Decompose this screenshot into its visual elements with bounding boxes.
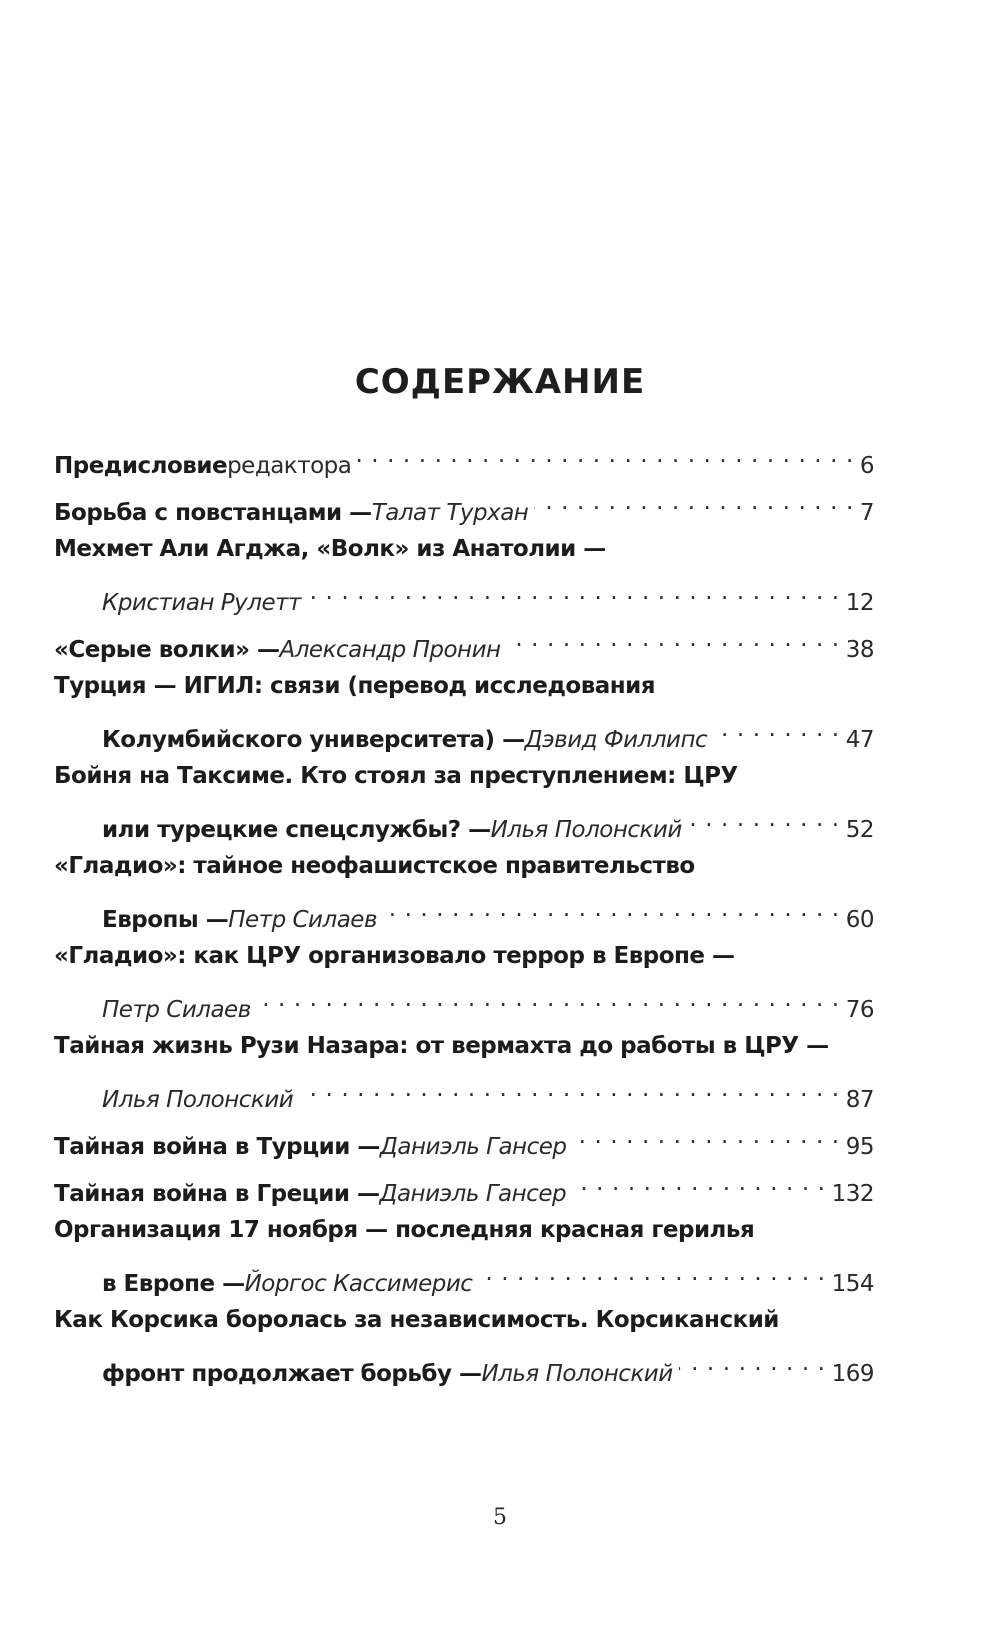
entry-page-number: 95 (845, 1134, 874, 1160)
toc-line (102, 981, 874, 1023)
entry-title: Борьба с повстанцами — (54, 500, 372, 526)
entry-title: Тайная жизнь Рузи Назара: от вермахта до работы в ЦРУ — (54, 1033, 829, 1059)
toc-line (102, 1255, 874, 1297)
dot-leader (299, 1071, 840, 1107)
entry-page-number: 52 (845, 817, 874, 843)
table-of-contents (54, 0, 874, 1636)
entry-title: Европы — (102, 907, 229, 933)
entry-title: Мехмет Али Агджа, «Волк» из Анатолии — (54, 536, 606, 562)
toc-line (54, 848, 874, 884)
entry-author: Илья Полонский (481, 1361, 673, 1387)
entry-author: Петр Силаев (102, 997, 251, 1023)
entry-title: Тайная война в Греции — (54, 1181, 380, 1207)
dot-leader (257, 981, 840, 1017)
entry-title-continuation: редактора (227, 453, 352, 479)
entry-author: Талат Турхан (371, 500, 529, 526)
dot-leader (573, 1118, 840, 1154)
entry-author: Дэвид Филлипс (524, 727, 708, 753)
dot-leader (534, 484, 854, 520)
dot-leader (357, 437, 853, 473)
entry-title: в Европе — (102, 1271, 245, 1297)
entry-page-number: 132 (831, 1181, 874, 1207)
dot-leader (572, 1165, 826, 1201)
entry-page-number: 7 (859, 500, 874, 526)
toc-line (54, 621, 874, 663)
entry-author: Петр Силаев (228, 907, 377, 933)
dot-leader (688, 801, 840, 837)
entry-title: Как Корсика боролась за независимость. Корсиканский (54, 1307, 779, 1333)
toc-line (102, 891, 874, 933)
entry-title: «Серые волки» — (54, 637, 280, 663)
toc-line (54, 437, 874, 479)
entry-title: «Гладио»: тайное неофашистское правительство (54, 853, 695, 879)
entry-page-number: 87 (845, 1087, 874, 1113)
entry-page-number: 169 (831, 1361, 874, 1387)
entry-author: Илья Полонский (102, 1087, 294, 1113)
toc-line (102, 574, 874, 616)
page-title: СОДЕРЖАНИЕ (354, 362, 646, 402)
page-number: 5 (493, 1505, 507, 1530)
toc-line (54, 484, 874, 526)
entry-title: фронт продолжает борьбу — (102, 1361, 482, 1387)
dot-leader (713, 711, 840, 747)
dot-leader (478, 1255, 825, 1291)
toc-line (54, 1028, 874, 1064)
entry-title: Организация 17 ноября — последняя красная герилья (54, 1217, 755, 1243)
toc-line (54, 1165, 874, 1207)
entry-author: Даниэль Гансер (379, 1181, 567, 1207)
entry-author: Илья Полонский (490, 817, 682, 843)
entry-author: Александр Пронин (279, 637, 501, 663)
dot-leader (307, 574, 840, 610)
entry-title: Тайная война в Турции — (54, 1134, 380, 1160)
toc-line (54, 1302, 874, 1338)
entry-page-number: 47 (845, 727, 874, 753)
toc-line (102, 1345, 874, 1387)
toc-line (102, 801, 874, 843)
entry-title: Бойня на Таксиме. Кто стоял за преступлением: ЦРУ (54, 763, 738, 789)
entry-page-number: 60 (845, 907, 874, 933)
entry-page-number: 38 (845, 637, 874, 663)
toc-line (102, 711, 874, 753)
entry-title: «Гладио»: как ЦРУ организовало террор в Европе — (54, 943, 735, 969)
entry-title: Колумбийского университета) — (102, 727, 525, 753)
entry-title: Предисловие (54, 453, 228, 479)
dot-leader (507, 621, 840, 657)
entry-author: Йоргос Кассимерис (244, 1271, 473, 1297)
toc-line (54, 1212, 874, 1248)
dot-leader (383, 891, 840, 927)
entry-title: или турецкие спецслужбы? — (102, 817, 491, 843)
entry-page-number: 154 (831, 1271, 874, 1297)
entry-author: Кристиан Рулетт (102, 590, 301, 616)
entry-title: Турция — ИГИЛ: связи (перевод исследования (54, 673, 656, 699)
entry-page-number: 6 (859, 453, 874, 479)
toc-line (54, 668, 874, 704)
entry-page-number: 12 (845, 590, 874, 616)
toc-line (102, 1071, 874, 1113)
toc-line (54, 1118, 874, 1160)
dot-leader (679, 1345, 826, 1381)
entry-page-number: 76 (845, 997, 874, 1023)
toc-line (54, 758, 874, 794)
toc-line (54, 938, 874, 974)
toc-line (54, 531, 874, 567)
entry-author: Даниэль Гансер (379, 1134, 567, 1160)
